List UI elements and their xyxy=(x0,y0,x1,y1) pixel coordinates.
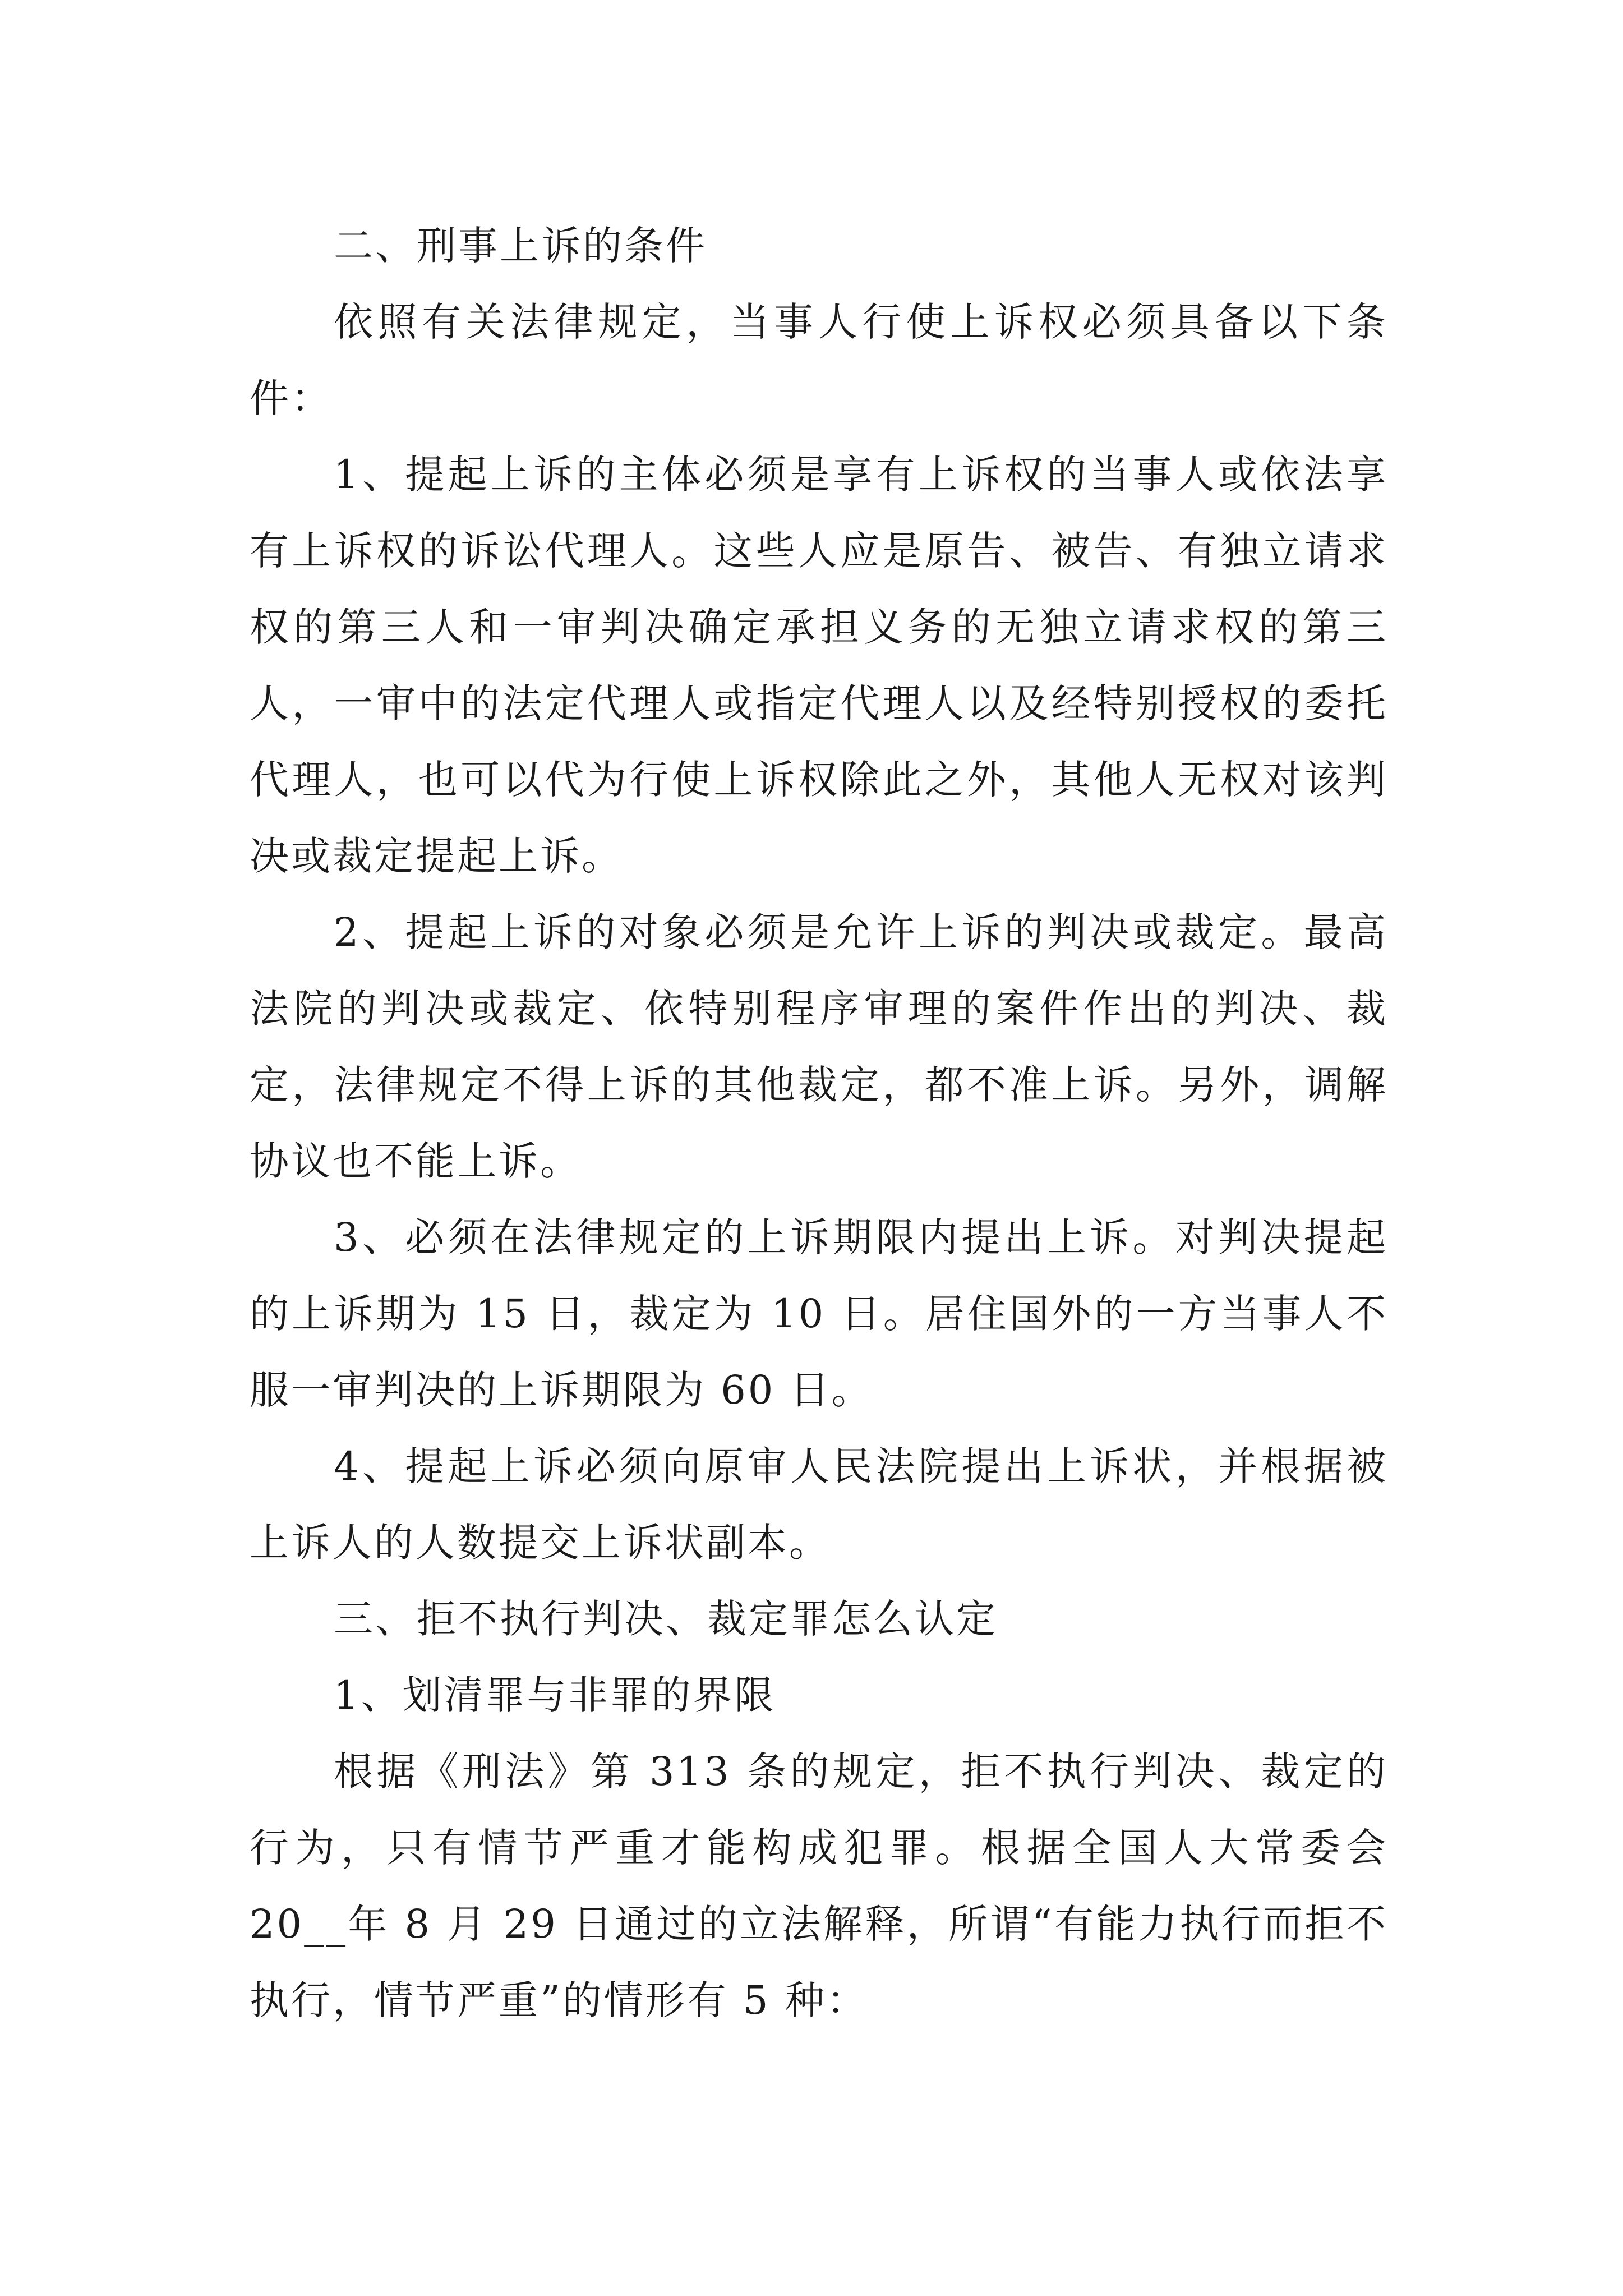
paragraph: 4、提起上诉必须向原审人民法院提出上诉状，并根据被上诉人的人数提交上诉状副本。 xyxy=(250,1443,1388,1566)
paragraph: 2、提起上诉的对象必须是允许上诉的判决或裁定。最高法院的判决或裁定、依特别程序审理的案件作出的判决、裁定，法律规定不得上诉的其他裁定，都不准上诉。另外，调解协议也不能上诉。 xyxy=(250,909,1388,1184)
section-heading: 三、拒不执行判决、裁定罪怎么认定 xyxy=(334,1596,998,1642)
paragraph: 根据《刑法》第 313 条的规定，拒不执行判决、裁定的行为，只有情节严重才能构成犯罪。根据全国人大常委会 20__年 8 月 29 日通过的立法解释，所谓“有能力执行而拒不执行，情节严重”的情形有 5 种： xyxy=(250,1749,1388,2023)
paragraph: 依照有关法律规定，当事人行使上诉权必须具备以下条件： xyxy=(250,299,1388,421)
section-heading: 二、刑事上诉的条件 xyxy=(334,223,707,269)
subsection-heading: 1、划清罪与非罪的界限 xyxy=(334,1672,776,1718)
paragraph: 1、提起上诉的主体必须是享有上诉权的当事人或依法享有上诉权的诉讼代理人。这些人应是原告、被告、有独立请求权的第三人和一审判决确定承担义务的无独立请求权的第三人，一审中的法定代理人或指定代理人以及经特别授权的委托代理人，也可以代为行使上诉权除此之外，其他人无权对该判决或裁定提起上诉。 xyxy=(250,452,1388,879)
paragraph: 3、必须在法律规定的上诉期限内提出上诉。对判决提起的上诉期为 15 日，裁定为 10 日。居住国外的一方当事人不服一审判决的上诉期限为 60 日。 xyxy=(250,1214,1388,1413)
document-body xyxy=(250,208,1388,2039)
